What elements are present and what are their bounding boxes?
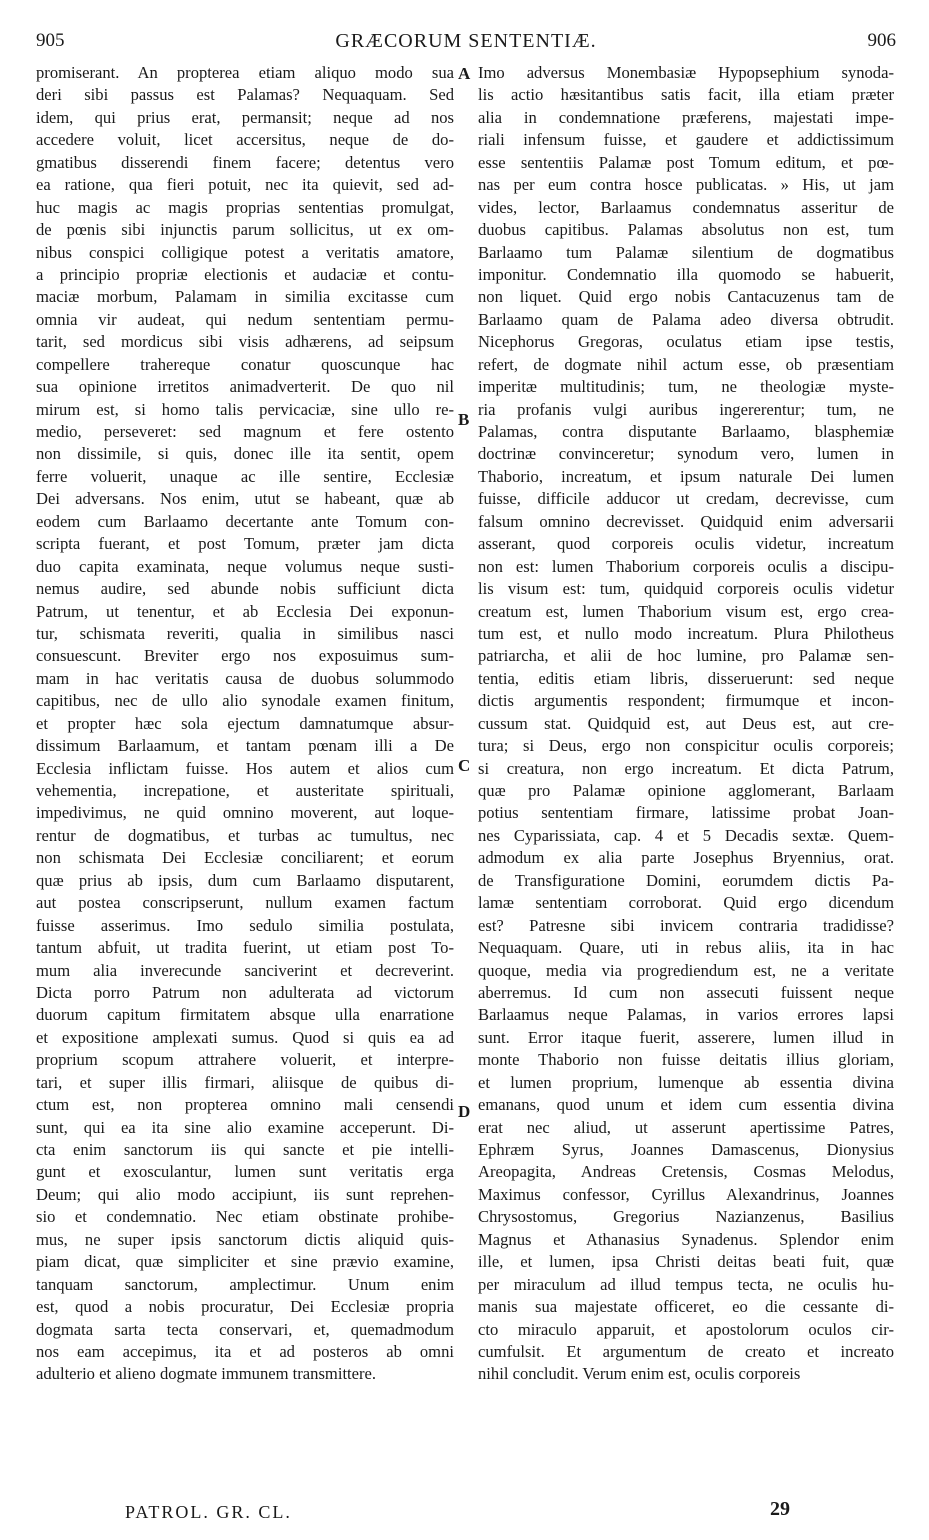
text-line: cussum stat. Quidquid est, aut Deus est, aut cre- — [478, 713, 894, 733]
text-line: a principio propriæ electionis et audaciæ et contu- — [36, 264, 454, 284]
text-line: imperitæ multitudinis; tum, ne theologiæ myste- — [478, 377, 894, 397]
text-line: tura; si Deus, ergo non conspicitur oculis corporeis; — [478, 736, 894, 756]
text-line: Imo adversus Monembasiæ Hypopsephium synoda- — [478, 63, 894, 82]
section-marker-d: D — [458, 1102, 471, 1121]
text-line: gunt et exosculantur, lumen sunt veritatis erga — [36, 1162, 454, 1182]
text-line: manis sua majestate officeret, eo die cessante di- — [478, 1297, 894, 1317]
text-line: tur, schismata reveriti, qualia in similibus nasci — [36, 623, 454, 643]
text-line: idem, qui prius erat, permansit; neque ad nos — [36, 107, 454, 127]
text-line: cta enim sanctorum iis qui sancte et pie intelli- — [36, 1140, 454, 1159]
text-line: tari, et super illis firmari, aliisque de quibus di- — [36, 1072, 454, 1092]
text-line: aberremus. Id cum non assecuti fuissent neque — [478, 982, 894, 1002]
text-line: asserant, quod corporeis oculis videtur, increatum — [478, 534, 894, 554]
text-line: Barlaamus neque Palamas, in varios errores lapsi — [478, 1005, 894, 1025]
text-line: mus, ne super ipsis sanctorum dictis aliquid quis- — [36, 1229, 454, 1249]
text-line: ille, et lumen, ipsa Christi deitas beati fuit, quæ — [478, 1252, 894, 1272]
text-line: proprium scopum attrahere voluerit, et interpre- — [36, 1050, 454, 1070]
text-line: esse sententiis Palamæ post Tomum editum, et pœ- — [478, 152, 894, 172]
text-line: tentia, editis etiam libris, disseruerunt: sed neque — [478, 668, 894, 688]
text-line: Ecclesia inflictam fuisse. Hos autem et alios cum — [36, 758, 454, 778]
text-line: Dicta porro Patrum non adulterata ad victorum — [36, 982, 454, 1002]
text-line: eodem cum Barlaamo decertante ante Tomum con- — [36, 511, 454, 531]
text-line: huc magis ac magis proprias sententias promulgat, — [36, 197, 454, 217]
text-line: Palamas, contra disputante Barlaamo, blasphemiæ — [478, 422, 894, 441]
text-line: falsum omnino decrevisset. Quidquid enim adversarii — [478, 511, 894, 531]
text-line: ea ratione, qua fieri potuit, nec ita quievit, sed ad- — [36, 175, 454, 195]
text-line: quoque, media via progrediendum est, ne a veritate — [478, 960, 894, 980]
text-line: Patrum, ut tenentur, et ab Ecclesia Dei exponun- — [36, 601, 454, 621]
text-line: cto miraculo apparuit, et apostolorum oculos cir- — [478, 1319, 894, 1339]
page-header — [36, 30, 896, 60]
text-line: alia in condemnatione præferens, majestati impe- — [478, 107, 894, 127]
text-line: lis visum est: tum, quidquid corporeis oculis videtur — [478, 579, 894, 599]
page-number-left: 905 — [36, 30, 65, 51]
text-line: refert, de dogmate nihil actum esse, ob præsentiam — [478, 354, 894, 374]
text-line: sua opinione irretitos animadverterit. De quo nil — [36, 377, 454, 397]
text-line: creatum est, lumen Thaborium visum est, ergo crea- — [478, 601, 894, 621]
text-line: est, quod a nobis procuratur, Dei Ecclesiæ propria — [36, 1297, 454, 1317]
text-line: tum est, et nullo modo increatum. Plura Philotheus — [478, 623, 894, 643]
text-line: non est: lumen Thaborium corporeis oculis a discipu- — [478, 556, 894, 576]
text-line: Nequaquam. Quare, uti in rebus aliis, ita in hac — [478, 938, 894, 958]
text-line: quæ prius ab ipsis, dum cum Barlaamo disputarent, — [36, 870, 454, 890]
footer-series: PATROL. GR. CL. — [125, 1502, 292, 1522]
section-marker-b: B — [458, 410, 470, 429]
text-line: nihil concludit. Verum enim est, oculis corporeis — [478, 1364, 801, 1384]
text-line: nos eam accepimus, ita et ad posteros ab omni — [36, 1341, 454, 1361]
text-line: promiserant. An propterea etiam aliquo modo sua — [36, 63, 454, 82]
text-line: Barlaamo quam de Palama adeo diversa obtrudit. — [478, 309, 894, 329]
text-line: nes Cyparissiata, cap. 4 et 5 Decadis sextæ. Quem- — [478, 825, 894, 845]
text-line: maciæ morbum, Palamam in similia excitasse cum — [36, 287, 454, 307]
text-line: duorum capitum firmitatem absque ulla enarratione — [36, 1005, 454, 1025]
text-line: medio, perseveret: sed magnum et fere ostento — [36, 422, 454, 441]
text-line: duo capita examinata, neque volumus neque susti- — [36, 556, 454, 576]
page-number-right: 906 — [867, 30, 896, 51]
text-line: cumfulsit. Et argumentum de creato et increato — [478, 1341, 894, 1361]
text-line: dissimum Barlaamum, et tantam pœnam illi a De — [36, 736, 454, 756]
text-line: mirum est, si homo talis pervicaciæ, sine ullo re- — [36, 399, 454, 419]
text-line: lis actio hæsitantibus satis facit, illa etiam præter — [478, 85, 894, 105]
text-line: Chrysostomus, Gregorius Nazianzenus, Basilius — [478, 1207, 894, 1227]
text-line: adulterio et alieno dogmate immunem transmittere. — [36, 1364, 377, 1384]
text-line: nemus audire, sed abunde nobis sufficiunt dicta — [36, 579, 454, 599]
text-line: sio et condemnatio. Nec etiam obstinate prohibe- — [36, 1207, 454, 1227]
text-line: impedivimus, ne quid omnino moverent, aut loque- — [36, 803, 454, 823]
text-line: erat nec aliud, ut asserunt apertissime Patres, — [478, 1117, 894, 1137]
text-line: tanquam sanctorum, amplectimur. Unum enim — [36, 1274, 454, 1294]
text-line: mum alia inverecunde sanciverint et decreverint. — [36, 960, 454, 980]
text-line: Barlaamo tum Palamæ silentium de dogmatibus — [478, 242, 894, 262]
text-line: non liquet. Quid ergo nobis Cantacuzenus tam de — [478, 287, 894, 307]
text-line: Deum; qui alio modo accipiunt, iis sunt reprehen- — [36, 1184, 454, 1204]
text-line: tarit, sed mordicus sibi visis adhærens, ad seipsum — [36, 332, 454, 352]
text-line: Nicephorus Gregoras, oculatus etiam ipse testis, — [478, 332, 894, 352]
text-line: monte Thaborio non fuisse deitatis illius gloriam, — [478, 1050, 894, 1070]
text-line: accedere voluit, licet accersitus, neque de do- — [36, 130, 454, 150]
text-line: Ephræm Syrus, Joannes Damascenus, Dionysius — [478, 1140, 894, 1159]
text-line: fuisse, difficile adducor ut credam, decrevisse, cum — [478, 489, 894, 509]
text-line: non schismata Dei Ecclesiæ conciliarent; et eorum — [36, 848, 454, 868]
text-line: et lumen proprium, lumenque ab essentia divina — [478, 1072, 894, 1092]
text-line: est? Patresne sibi invicem contraria tradidisse? — [478, 915, 894, 935]
text-line: ferre voluerit, unaque ac ille sentire, Ecclesiæ — [36, 466, 454, 486]
text-line: deri sibi passus est Palamas? Nequaquam. Sed — [36, 85, 454, 105]
running-title: GRÆCORUM SENTENTIÆ. — [335, 30, 597, 52]
text-line: omnia vir audeat, qui nedum sententiam permu- — [36, 309, 454, 329]
text-line: de Transfiguratione Domini, eorumdem dictis Pa- — [478, 870, 894, 890]
text-line: ria profanis vulgi auribus ingererentur; tum, ne — [478, 399, 894, 419]
text-line: patriarcha, et alii de hoc lumine, pro Palamæ sen- — [478, 646, 894, 666]
text-line: quæ pro Palamæ opinione agglomerant, Barlaam — [478, 781, 894, 800]
text-line: nas per eum contra hosce publicatas. » His, ut jam — [478, 175, 894, 195]
text-line: Areopagita, Andreas Cretensis, Cosmas Melodus, — [478, 1162, 894, 1182]
text-line: non dissimile, si quis, donec ille ita sentit, opem — [36, 444, 454, 464]
right-column — [478, 62, 894, 1386]
text-line: Thaborio, increatum, et ipsum naturale Dei lumen — [478, 466, 894, 486]
footer-signature: 29 — [770, 1498, 790, 1520]
text-line: et expositione amplexati sumus. Quod si quis ea ad — [36, 1027, 454, 1047]
text-line: vehementia, increpatione, et austeritate spirituali, — [36, 781, 454, 800]
text-line: duobus capitibus. Palamas absolutus non est, tum — [478, 220, 894, 240]
text-line: emanans, quod unum et idem cum essentia divina — [478, 1095, 894, 1115]
text-line: scripta fuerant, et post Tomum, præter jam dicta — [36, 534, 454, 554]
text-line: piam dicat, quæ simpliciter et sine prævio examine, — [36, 1252, 454, 1272]
text-line: doctrinæ convinceretur; synodum vero, lumen in — [478, 444, 894, 464]
text-line: imponitur. Condemnatio illa quomodo se habuerit, — [478, 264, 894, 284]
text-line: riali infensum fuisse, et gaudere et addictissimum — [478, 130, 894, 150]
text-line: admodum ex alia parte Josephus Bryennius, orat. — [478, 848, 894, 868]
text-line: nibus conspici colligique potest a veritatis amatore, — [36, 242, 454, 262]
section-marker-a: A — [458, 64, 471, 83]
text-line: per miraculum ad illud tempus tecta, ne oculis hu- — [478, 1274, 894, 1294]
text-line: aut postea conscripserunt, nullum examen factum — [36, 893, 454, 913]
text-line: fuisse asserimus. Imo sedulo similia postulata, — [36, 915, 454, 935]
text-line: gmatibus disserendi finem facere; detentus vero — [36, 152, 454, 172]
text-line: tantum abfuit, ut tradita fuerint, ut etiam post To- — [36, 938, 454, 958]
text-line: dictis argumentis respondent; firmumque et incon- — [478, 691, 894, 711]
left-column — [36, 62, 454, 1386]
text-line: ctum est, non propterea omnino mali censendi — [36, 1095, 454, 1115]
text-line: Magnus et Athanasius Synadenus. Splendor enim — [478, 1229, 894, 1249]
text-line: vides, lector, Barlaamus condemnatus asseritur de — [478, 197, 894, 217]
text-line: dogmata sarta tecta conservari, et, quemadmodum — [36, 1319, 454, 1339]
text-line: sunt, qui ea ita sine alio examine acceperunt. Di- — [36, 1117, 454, 1137]
text-line: sunt. Error itaque fuerit, asserere, lumen illud in — [478, 1027, 894, 1047]
text-line: si creatura, non ergo increatum. Et dicta Patrum, — [478, 758, 894, 778]
text-line: Dei adversans. Nos enim, utut se habeant, quæ ab — [36, 489, 454, 509]
text-line: Maximus confessor, Cyrillus Alexandrinus, Joannes — [478, 1184, 894, 1204]
text-line: compellere trahereque conatur quoscunque hac — [36, 354, 454, 374]
text-line: capitibus, nec de ullo alio synodale examen finitum, — [36, 691, 454, 711]
text-line: rentur de dogmatibus, et turbas ac tumultus, nec — [36, 825, 454, 845]
text-line: potius sententiam firmare, latissime probat Joan- — [478, 803, 894, 823]
text-line: de pœnis sibi injunctis parum sollicitus, ut ex om- — [36, 220, 454, 240]
text-line: lamæ sententiam corroborat. Quid ergo dicendum — [478, 893, 894, 913]
section-marker-c: C — [458, 756, 471, 775]
text-line: consuescunt. Breviter ergo nos exposuimus sum- — [36, 646, 454, 666]
text-line: mam in hac veritatis causa de duobus solummodo — [36, 668, 454, 688]
text-line: et propter hæc sola ejectum damnatumque absur- — [36, 713, 454, 733]
